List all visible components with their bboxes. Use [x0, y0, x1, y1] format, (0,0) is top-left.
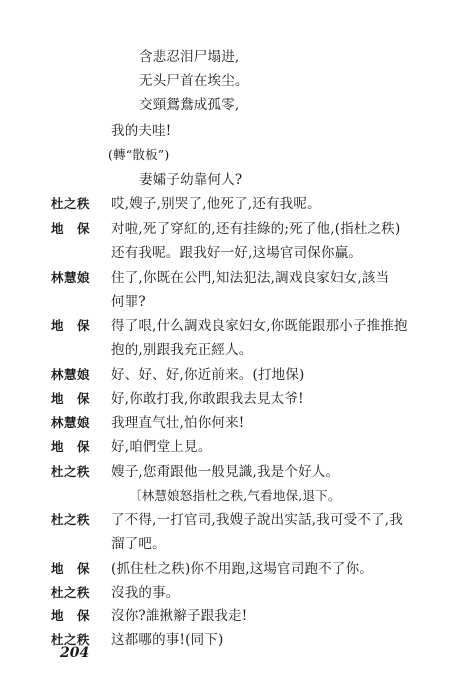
speaker-label: 地 保 — [51, 561, 91, 576]
dialogue-line: 我理直气壮,怕你何来! — [111, 415, 245, 431]
music-change: (轉“散板”) — [108, 147, 170, 162]
speaker-label: 杜之秩 — [51, 585, 91, 600]
speaker-label: 地 保 — [51, 391, 91, 406]
dialogue-line: 溜了吧。 — [111, 536, 166, 552]
dialogue-line: 了不得,一打官司,我嫂子說出实話,我可受不了,我 — [111, 512, 403, 528]
speaker-label: 杜之秩 — [51, 464, 91, 479]
speaker-label: 杜之秩 — [51, 632, 91, 647]
dialogue-line: 何罪? — [111, 294, 146, 310]
dialogue-line: 沒我的事。 — [111, 585, 180, 601]
cry-line: 我的夫哇! — [111, 123, 172, 139]
speaker-label: 林慧娘 — [51, 415, 91, 430]
dialogue-line: 嫂子,您甭跟他一般見識,我是个好人。 — [111, 464, 340, 480]
dialogue-line: 沒你?誰揪辮子跟我走! — [111, 608, 248, 624]
speaker-label: 地 保 — [51, 439, 91, 454]
verse-line-1: 含悲忍泪尸塌进, — [139, 49, 240, 65]
dialogue-line: (抓住杜之秩)你不用跑,这場官司跑不了你。 — [111, 561, 374, 577]
dialogue-line: 抱的,别跟我充正經人。 — [111, 342, 253, 358]
speaker-label: 林慧娘 — [51, 270, 91, 285]
dialogue-line: 还有我呢。跟我好一好,这場官司保你贏。 — [111, 245, 363, 261]
verse-line-2: 无头尸首在埃尘。 — [139, 73, 249, 89]
speaker-label: 地 保 — [51, 608, 91, 623]
dialogue-line: 得了哏,什么調戏良家妇女,你既能跟那小子推推抱 — [111, 318, 408, 334]
dialogue-line: 这都哪的事!(同下) — [111, 632, 224, 648]
dialogue-line: 好、好、好,你近前来。(打地保) — [111, 367, 305, 383]
speaker-label: 地 保 — [51, 221, 91, 236]
speaker-label: 地 保 — [51, 318, 91, 333]
dialogue-line: 对啦,死了穿紅的,还有挂綠的;死了他,(指杜之秩) — [111, 221, 401, 237]
dialogue-line: 好,咱們堂上見。 — [111, 439, 212, 455]
verse-line-3: 交頸鴛鴦成孤零, — [139, 97, 240, 113]
dialogue-line: 好,你敢打我,你敢跟我去見太爷! — [111, 391, 304, 407]
page-number: 204 — [60, 645, 90, 661]
dialogue-line: 哎,嫂子,别哭了,他死了,还有我呢。 — [111, 196, 321, 212]
verse-line-4: 妻孀子幼靠何人? — [139, 172, 243, 188]
stage-direction: 〔林慧娘怒指杜之秩,气看地保,退下。 — [129, 488, 341, 503]
dialogue-line: 住了,你既在公門,知法犯法,調戏良家妇女,該当 — [111, 270, 390, 286]
speaker-label: 杜之秩 — [51, 196, 91, 211]
speaker-label: 林慧娘 — [51, 367, 91, 382]
speaker-label: 杜之秩 — [51, 512, 91, 527]
